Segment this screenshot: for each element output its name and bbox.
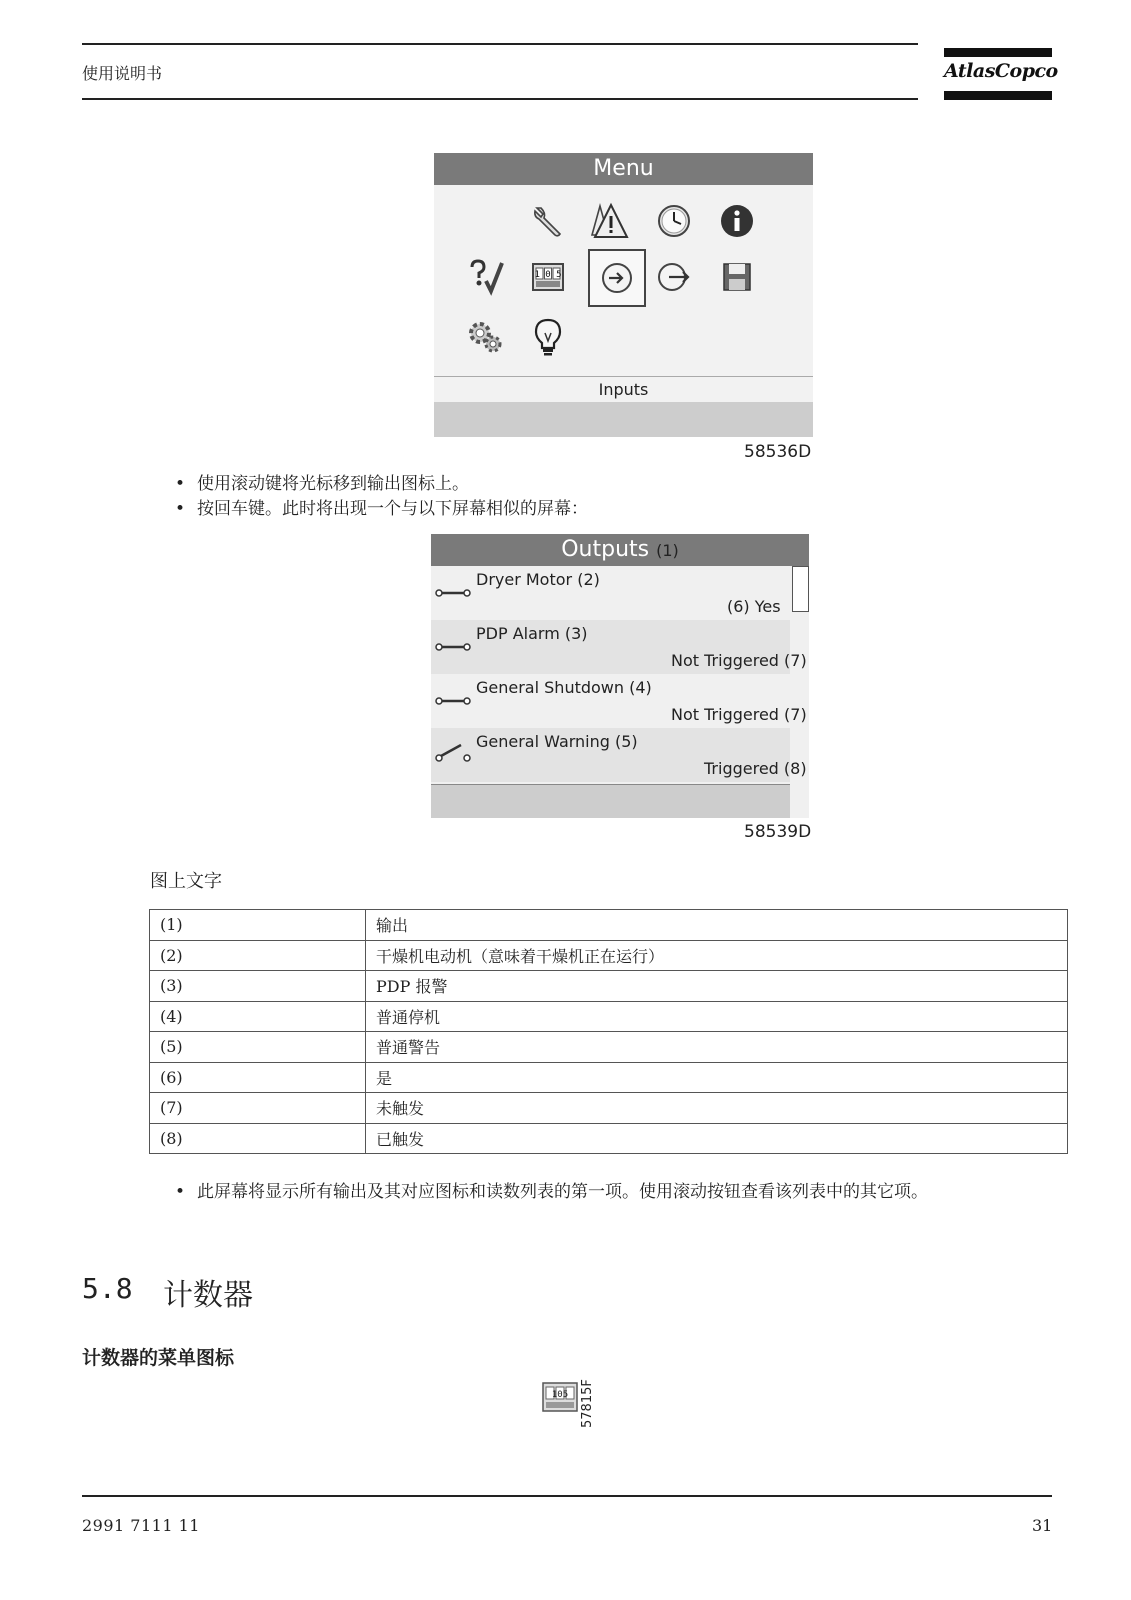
svg-text:1 0 5: 1 0 5 bbox=[534, 270, 562, 280]
bullet-item: • 使用滚动键将光标移到输出图标上。 bbox=[175, 472, 588, 497]
figure-code: 57815F bbox=[580, 1379, 595, 1428]
output-row[interactable] bbox=[431, 728, 807, 782]
output-row[interactable] bbox=[431, 566, 790, 620]
section-number: 5.8 bbox=[82, 1272, 133, 1305]
output-row[interactable] bbox=[431, 620, 807, 674]
svg-text:105: 105 bbox=[551, 1390, 569, 1400]
output-value: Not Triggered (7) bbox=[671, 705, 807, 724]
outputs-footer-bar bbox=[431, 784, 790, 818]
inputs-icon[interactable] bbox=[588, 249, 646, 307]
bullet-item: • 按回车键。此时将出现一个与以下屏幕相似的屏幕： bbox=[175, 497, 588, 522]
legend-table bbox=[149, 909, 1068, 1154]
footer-rule bbox=[82, 1495, 1052, 1497]
counter-icon[interactable] bbox=[526, 255, 570, 299]
figure-code: 58536D bbox=[744, 442, 812, 462]
outputs-screen bbox=[431, 534, 809, 818]
header-title: 使用说明书 bbox=[82, 64, 163, 83]
table-row: (3) PDP 报警 bbox=[150, 971, 1068, 1002]
contact-open-icon bbox=[435, 694, 471, 708]
output-name: General Shutdown (4) bbox=[476, 678, 652, 697]
contact-open-icon bbox=[435, 640, 471, 654]
clock-icon[interactable] bbox=[652, 199, 696, 243]
menu-title: Menu bbox=[434, 153, 813, 185]
atlas-copco-logo: AtlasCopco bbox=[944, 48, 1052, 100]
settings-icon[interactable] bbox=[464, 315, 508, 359]
table-row: (5) 普通警告 bbox=[150, 1032, 1068, 1063]
legend-caption: 图上文字 bbox=[150, 871, 222, 892]
instruction-list bbox=[175, 472, 588, 522]
output-value: Not Triggered (7) bbox=[671, 651, 807, 670]
table-row: (8) 已触发 bbox=[150, 1123, 1068, 1154]
outputs-title: Outputs (1) bbox=[431, 534, 809, 566]
checklist-icon[interactable] bbox=[464, 255, 508, 299]
menu-footer-bar bbox=[434, 402, 813, 437]
info-icon[interactable] bbox=[715, 199, 759, 243]
output-name: General Warning (5) bbox=[476, 732, 638, 751]
menu-status-label: Inputs bbox=[434, 376, 813, 401]
output-name: PDP Alarm (3) bbox=[476, 624, 588, 643]
contact-closed-icon bbox=[435, 742, 471, 762]
contact-open-icon bbox=[435, 586, 471, 600]
lightbulb-icon[interactable] bbox=[526, 315, 570, 359]
warning-icon[interactable] bbox=[589, 199, 633, 243]
outputs-icon[interactable] bbox=[652, 255, 696, 299]
table-row: (2) 干燥机电动机（意味着干燥机正在运行） bbox=[150, 940, 1068, 971]
section-title: 计数器 bbox=[163, 1278, 253, 1313]
counter-icon bbox=[542, 1380, 578, 1418]
document-number: 2991 7111 11 bbox=[82, 1516, 200, 1535]
wrench-icon[interactable] bbox=[526, 199, 570, 243]
table-row: (1) 输出 bbox=[150, 910, 1068, 941]
output-value: (6) Yes bbox=[727, 597, 781, 616]
table-row: (4) 普通停机 bbox=[150, 1001, 1068, 1032]
save-icon[interactable] bbox=[715, 255, 759, 299]
header-rule bbox=[82, 98, 918, 100]
note-list bbox=[175, 1180, 1055, 1205]
bullet-item: • 此屏幕将显示所有输出及其对应图标和读数列表的第一项。使用滚动按钮查看该列表中的其它项。 bbox=[175, 1180, 1055, 1205]
output-value: Triggered (8) bbox=[704, 759, 807, 778]
figure-code: 58539D bbox=[744, 822, 812, 842]
output-row[interactable] bbox=[431, 674, 807, 728]
header-rule bbox=[82, 43, 918, 45]
subsection-title: 计数器的菜单图标 bbox=[82, 1347, 235, 1369]
output-name: Dryer Motor (2) bbox=[476, 570, 600, 589]
table-row: (6) 是 bbox=[150, 1062, 1068, 1093]
menu-screen bbox=[434, 153, 813, 437]
scrollbar-thumb[interactable] bbox=[792, 566, 809, 612]
page-number: 31 bbox=[1032, 1516, 1053, 1535]
table-row: (7) 未触发 bbox=[150, 1093, 1068, 1124]
